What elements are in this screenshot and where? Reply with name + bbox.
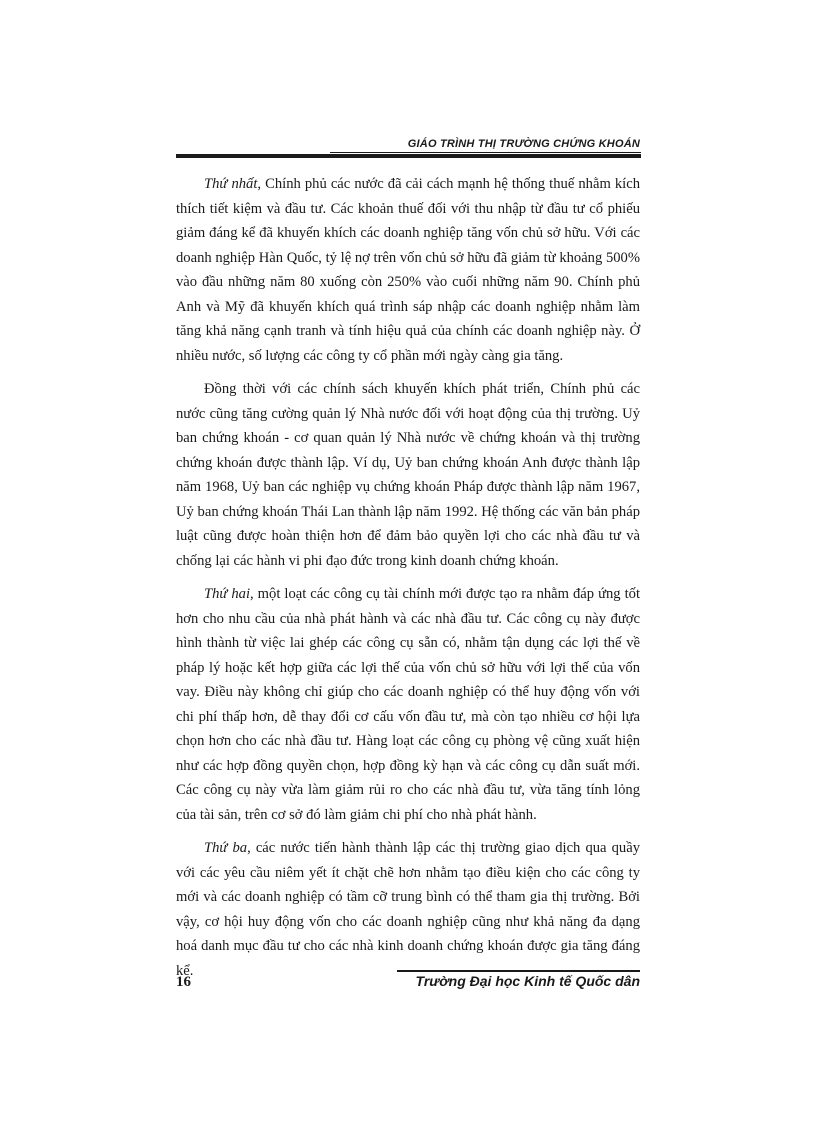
paragraph-text: , các nước tiến hành thành lập các thị trường giao dịch qua quầy với các yêu cầu niêm yết ít chặt chẽ hơn nhằm tạo điều kiện cho các công ty mới và các doanh nghiệp có tầm cỡ trung bình có thể tham gia thị trường. Bởi vậy, cơ hội huy động vốn cho các doanh nghiệp cũng như khả năng đa dạng hoá danh mục đầu tư cho các nhà kinh doanh chứng khoán được gia tăng đáng kể. [176,840,640,979]
paragraph-text: , một loạt các công cụ tài chính mới được tạo ra nhằm đáp ứng tốt hơn cho nhu cầu của nhà phát hành và các nhà đầu tư. Các công cụ này được hình thành từ việc lai ghép các công cụ sẵn có, nhằm tận dụng các lợi thế về pháp lý hoặc kết hợp giữa các lợi thế của vốn chủ sở hữu với lợi thế của vốn vay. Điều này không chỉ giúp cho các doanh nghiệp có thể huy động vốn với chi phí thấp hơn, dễ thay đổi cơ cấu vốn đầu tư, mà còn tạo nhiều cơ hội lựa chọn hơn cho các nhà đầu tư. Hàng loạt các công cụ phòng vệ cũng xuất hiện như các hợp đồng quyền chọn, hợp đồng kỳ hạn và các công cụ dẫn suất mới. Các công cụ này vừa làm giảm rủi ro cho các nhà đầu tư, vừa tăng tính lỏng của tài sản, trên cơ sở đó làm giảm chi phí cho nhà phát hành. [176,586,641,823]
running-header-title: GIÁO TRÌNH THỊ TRƯỜNG CHỨNG KHOÁN [407,138,640,150]
paragraph-lead: Thứ nhất [204,176,258,192]
paragraph-text: , Chính phủ các nước đã cải cách mạnh hệ thống thuế nhằm kích thích tiết kiệm và đầu tư. Các khoản thuế đối với thu nhập từ đầu tư cổ phiếu giảm đáng kể đã khuyến khích các doanh nghiệp tăng vốn chủ sở hữu. Với các doanh nghiệp Hàn Quốc, tỷ lệ nợ trên vốn chủ sở hữu đã giảm từ khoảng 500% vào đầu những năm 80 xuống còn 250% vào cuối những năm 90. Chính phủ Anh và Mỹ đã khuyến khích quá trình sáp nhập các doanh nghiệp nhằm làm tăng khả năng cạnh tranh và tính hiệu quả của chính các doanh nghiệp này. Ở nhiều nước, số lượng các công ty cổ phần mới ngày càng gia tăng. [176,176,640,364]
paragraph-third [176,836,640,983]
paragraph-lead: Thứ ba [204,840,248,856]
paragraph-first [176,172,640,368]
page-number: 16 [176,974,191,990]
paragraph-lead: Thứ hai [204,586,251,602]
header-rule-thick [176,154,641,158]
footer-rule [397,970,640,972]
body-text [176,172,640,992]
paragraph-management [176,377,640,573]
paragraph-text: Đồng thời với các chính sách khuyến khích phát triển, Chính phủ các nước cũng tăng cường quản lý Nhà nước đối với hoạt động của thị trường. Uỷ ban chứng khoán - cơ quan quản lý Nhà nước về chứng khoán và thị trường chứng khoán được thành lập. Ví dụ, Uỷ ban chứng khoán Anh được thành lập năm 1968, Uỷ ban các nghiệp vụ chứng khoán Pháp được thành lập năm 1967, Uỷ ban chứng khoán Thái Lan thành lập năm 1992. Hệ thống các văn bản pháp luật cũng được hoàn thiện hơn để đảm bảo quyền lợi cho các nhà đầu tư và chống lại các hành vi phi đạo đức trong kinh doanh chứng khoán. [176,381,640,569]
running-footer-title: Trường Đại học Kinh tế Quốc dân [415,973,640,989]
header-rule-thin [330,152,641,153]
paragraph-second [176,582,640,827]
